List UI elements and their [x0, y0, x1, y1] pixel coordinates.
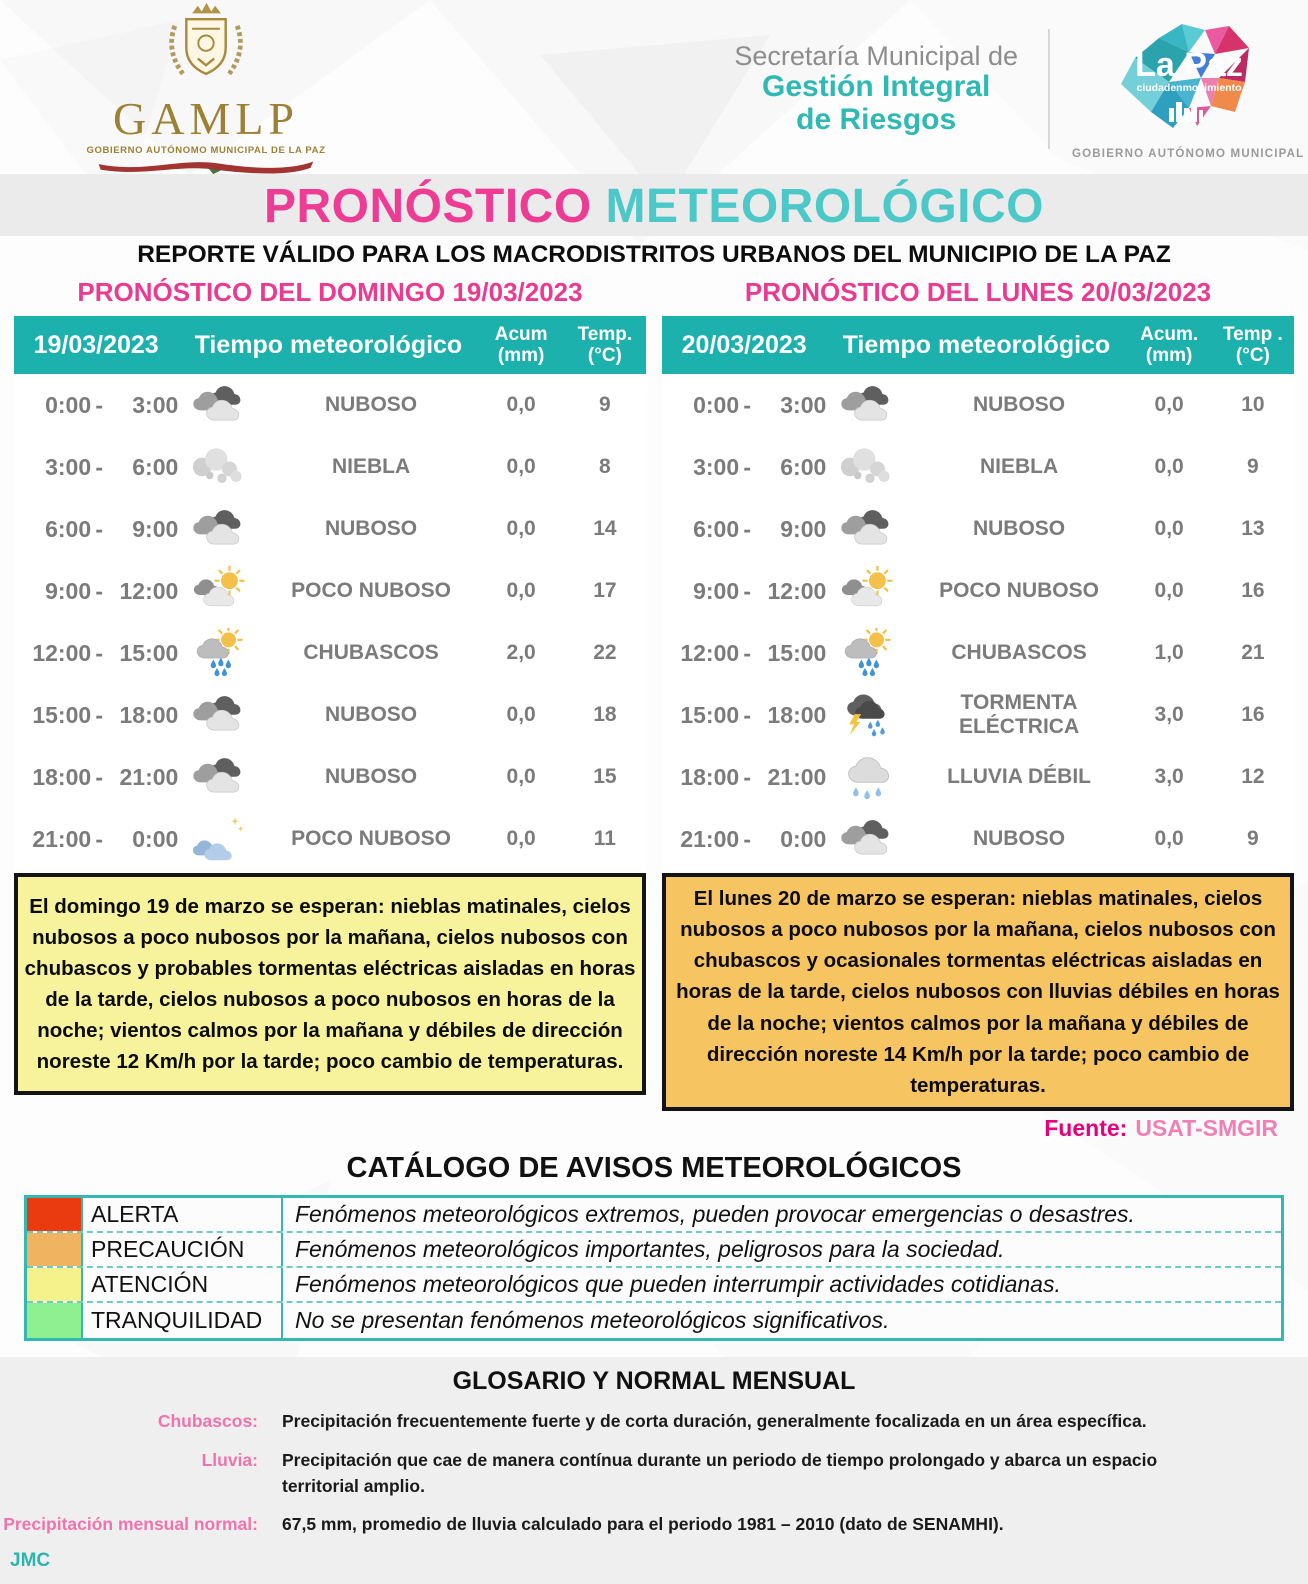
weather-icon-cell	[178, 380, 263, 430]
time-end: 0:00	[780, 825, 827, 852]
time-range	[14, 516, 178, 543]
column-header-acum: Acum (mm)	[494, 323, 548, 366]
time-end: 15:00	[119, 639, 179, 666]
time-separator: -	[743, 577, 751, 604]
column-header-temp: Temp. (°C)	[577, 323, 633, 366]
time-start: 6:00	[45, 515, 92, 542]
time-end: 9:00	[132, 515, 179, 542]
tormenta-icon	[839, 690, 899, 740]
time-separator: -	[743, 515, 751, 542]
time-start: 18:00	[32, 763, 92, 790]
lapaz-logo	[1072, 19, 1305, 160]
forecast-row	[662, 684, 1294, 746]
accumulated-mm: 0,0	[1154, 827, 1184, 850]
time-start: 3:00	[45, 453, 92, 480]
weather-condition: POCO NUBOSO	[291, 826, 451, 850]
glossary-definition: 67,5 mm, promedio de lluvia calculado para el periodo 1981 – 2010 (dato de SENAMHI).	[282, 1513, 1004, 1534]
weather-condition: NUBOSO	[324, 516, 418, 540]
secretaria-title	[734, 42, 1048, 136]
gamlp-emblem-icon	[154, 0, 258, 95]
temperature-c: 14	[593, 517, 617, 540]
time-end: 12:00	[767, 577, 827, 604]
secretaria-line3: de Riesgos	[796, 102, 957, 136]
weather-icon-cell	[826, 380, 911, 430]
time-range	[662, 578, 826, 605]
nuboso-icon	[191, 690, 251, 740]
temperature-c: 10	[1241, 393, 1265, 416]
column-header-date: 20/03/2023	[681, 330, 807, 359]
time-start: 18:00	[680, 763, 740, 790]
glossary-row	[0, 1408, 1308, 1435]
temperature-c: 16	[1241, 579, 1265, 602]
forecast-row	[662, 374, 1294, 436]
time-separator: -	[743, 825, 751, 852]
accumulated-mm: 0,0	[506, 703, 536, 726]
time-separator: -	[743, 453, 751, 480]
chubascos-icon	[191, 628, 251, 678]
time-separator: -	[95, 825, 103, 852]
source-label: Fuente:	[1044, 1115, 1128, 1142]
source-value: USAT-SMGIR	[1135, 1115, 1278, 1142]
forecast-monday	[662, 275, 1294, 1142]
weather-icon-cell	[178, 628, 263, 678]
forecast-table-header	[14, 316, 646, 374]
catalog-row	[27, 1303, 1281, 1338]
time-range	[14, 764, 178, 791]
time-end: 21:00	[119, 763, 179, 790]
alert-level-label: ALERTA	[83, 1198, 283, 1231]
time-start: 6:00	[693, 515, 740, 542]
time-range	[662, 702, 826, 729]
time-range	[662, 516, 826, 543]
weather-icon-cell	[826, 814, 911, 864]
column-header-weather: Tiempo meteorológico	[194, 330, 463, 359]
time-start: 21:00	[680, 825, 740, 852]
temperature-c: 15	[593, 765, 617, 788]
nuboso-icon	[839, 814, 899, 864]
lapaz-logo-icon	[1077, 19, 1267, 141]
forecast-row	[662, 746, 1294, 808]
temperature-c: 22	[593, 641, 617, 664]
temperature-c: 9	[1247, 827, 1259, 850]
time-start: 0:00	[693, 391, 740, 418]
nuboso-icon	[191, 752, 251, 802]
accumulated-mm: 0,0	[506, 579, 536, 602]
forecast-row	[14, 436, 646, 498]
time-end: 18:00	[767, 701, 827, 728]
temperature-c: 8	[599, 455, 611, 478]
time-range	[14, 702, 178, 729]
weather-condition: POCO NUBOSO	[291, 578, 451, 602]
temperature-c: 11	[593, 827, 616, 850]
glossary-section	[0, 1357, 1308, 1584]
time-separator: -	[95, 763, 103, 790]
alert-level-label: PRECAUCIÓN	[83, 1233, 283, 1266]
gamlp-ribbon-icon	[88, 156, 324, 176]
time-range	[14, 826, 178, 853]
catalog-table	[24, 1195, 1284, 1341]
forecast-row	[14, 374, 646, 436]
nuboso-icon	[191, 504, 251, 554]
weather-condition: NUBOSO	[324, 392, 418, 416]
weather-condition: NUBOSO	[324, 702, 418, 726]
weather-condition: LLUVIA DÉBIL	[947, 764, 1091, 788]
forecast-row	[14, 560, 646, 622]
section-title-sunday: PRONÓSTICO DEL DOMINGO 19/03/2023	[77, 277, 583, 307]
weather-icon-cell	[178, 752, 263, 802]
accumulated-mm: 0,0	[506, 765, 536, 788]
forecast-table-sunday	[14, 316, 646, 870]
time-end: 18:00	[119, 701, 179, 728]
time-range	[662, 826, 826, 853]
time-end: 9:00	[780, 515, 827, 542]
time-end: 12:00	[119, 577, 179, 604]
time-start: 15:00	[32, 701, 92, 728]
alert-description: Fenómenos meteorológicos que pueden interrumpir actividades cotidianas.	[295, 1271, 1061, 1298]
time-start: 12:00	[32, 639, 92, 666]
temperature-c: 12	[1241, 765, 1265, 788]
time-range	[14, 392, 178, 419]
time-range	[662, 392, 826, 419]
time-start: 12:00	[680, 639, 740, 666]
forecast-row	[14, 808, 646, 870]
weather-condition: NUBOSO	[972, 516, 1066, 540]
alert-level-label: ATENCIÓN	[83, 1268, 283, 1301]
header	[0, 0, 1308, 174]
alert-description: No se presentan fenómenos meteorológicos significativos.	[295, 1307, 890, 1334]
forecast-row	[14, 622, 646, 684]
time-end: 0:00	[132, 825, 179, 852]
forecast-sunday	[14, 275, 646, 1142]
chubascos-icon	[839, 628, 899, 678]
alert-color-swatch	[27, 1303, 83, 1338]
forecast-columns	[0, 275, 1308, 1142]
forecast-row	[14, 498, 646, 560]
time-range	[662, 640, 826, 667]
poco-nuboso-noche-icon	[191, 814, 251, 864]
time-range	[14, 578, 178, 605]
weather-icon-cell	[178, 442, 263, 492]
time-range	[14, 454, 178, 481]
accumulated-mm: 0,0	[506, 517, 536, 540]
forecast-table-body	[662, 374, 1294, 870]
accumulated-mm: 0,0	[1154, 517, 1184, 540]
time-end: 3:00	[132, 391, 179, 418]
accumulated-mm: 0,0	[506, 393, 536, 416]
accumulated-mm: 3,0	[1154, 765, 1184, 788]
temperature-c: 16	[1241, 703, 1265, 726]
catalog-row	[27, 1198, 1281, 1233]
forecast-row	[662, 560, 1294, 622]
page-title: PRONÓSTICO METEOROLÓGICO	[263, 180, 1045, 233]
weather-icon-cell	[178, 566, 263, 616]
weather-icon-cell	[826, 566, 911, 616]
summary-text: El domingo 19 de marzo se esperan: nieblas matinales, cielos nubosos a poco nubosos por la mañana, cielos nubosos con chubascos y probables tormentas eléctricas aisladas en horas de la tarde, cielos nubosos a poco nubosos en horas de la noche; vientos calmos por la mañana y débiles de dirección noreste 12 Km/h por la tarde; poco cambio de temperaturas.	[24, 894, 636, 1074]
weather-icon-cell	[826, 504, 911, 554]
column-header-weather: Tiempo meteorológico	[842, 330, 1111, 359]
temperature-c: 9	[1247, 455, 1259, 478]
accumulated-mm: 0,0	[1154, 393, 1184, 416]
time-end: 3:00	[780, 391, 827, 418]
gamlp-logo	[56, 0, 356, 181]
temperature-c: 18	[593, 703, 617, 726]
time-separator: -	[743, 701, 751, 728]
glossary-definition: Precipitación que cae de manera contínua durante un periodo de tiempo prolongado y abarca un espacio territorial amplio.	[282, 1450, 1158, 1496]
author-initials: JMC	[10, 1550, 51, 1572]
time-separator: -	[95, 453, 103, 480]
glossary-definition: Precipitación frecuentemente fuerte y de corta duración, generalmente focalizada en un área específica.	[282, 1411, 1147, 1432]
source-line	[662, 1111, 1294, 1142]
temperature-c: 9	[599, 393, 611, 416]
weather-icon-cell	[826, 752, 911, 802]
weather-condition: CHUBASCOS	[951, 640, 1087, 664]
weather-condition: POCO NUBOSO	[939, 578, 1099, 602]
accumulated-mm: 0,0	[506, 455, 536, 478]
header-divider	[1048, 29, 1050, 149]
column-header-temp: Temp . (°C)	[1222, 323, 1283, 366]
weather-condition: CHUBASCOS	[303, 640, 439, 664]
weather-condition: NIEBLA	[331, 454, 411, 478]
accumulated-mm: 0,0	[1154, 579, 1184, 602]
time-range	[662, 764, 826, 791]
alert-description: Fenómenos meteorológicos importantes, peligrosos para la sociedad.	[295, 1236, 1005, 1263]
time-start: 9:00	[45, 577, 92, 604]
time-separator: -	[95, 701, 103, 728]
lapaz-logo-title: La Paz	[1135, 45, 1243, 84]
time-separator: -	[95, 515, 103, 542]
nuboso-icon	[839, 504, 899, 554]
column-header-acum: Acum. (mm)	[1140, 323, 1199, 366]
weather-condition: NIEBLA	[979, 454, 1059, 478]
weather-condition: TORMENTA ELÉCTRICA	[958, 690, 1080, 738]
time-start: 0:00	[45, 391, 92, 418]
time-start: 9:00	[693, 577, 740, 604]
time-range	[14, 640, 178, 667]
accumulated-mm: 0,0	[506, 827, 536, 850]
weather-icon-cell	[178, 814, 263, 864]
time-separator: -	[743, 763, 751, 790]
alert-level-label: TRANQUILIDAD	[83, 1303, 283, 1338]
weather-icon-cell	[826, 628, 911, 678]
title-band	[0, 174, 1308, 236]
secretaria-line2: Gestión Integral	[761, 70, 991, 104]
glossary-term: Lluvia:	[201, 1450, 258, 1471]
glossary-term: Precipitación mensual normal:	[3, 1513, 258, 1534]
time-separator: -	[95, 639, 103, 666]
glossary-row	[0, 1511, 1308, 1538]
catalog-row	[27, 1268, 1281, 1303]
forecast-row	[14, 746, 646, 808]
weather-condition: NUBOSO	[972, 392, 1066, 416]
time-start: 3:00	[693, 453, 740, 480]
page-subtitle: REPORTE VÁLIDO PARA LOS MACRODISTRITOS URBANOS DEL MUNICIPIO DE LA PAZ	[137, 241, 1171, 268]
catalog-row	[27, 1233, 1281, 1268]
lluvia-debil-icon	[839, 752, 899, 802]
alert-color-swatch	[27, 1198, 83, 1231]
lapaz-logo-subtitle: ciudadenmovimiento	[1136, 81, 1242, 94]
glossary-row	[0, 1447, 1308, 1499]
accumulated-mm: 1,0	[1154, 641, 1184, 664]
forecast-row	[662, 622, 1294, 684]
time-separator: -	[95, 391, 103, 418]
time-separator: -	[743, 391, 751, 418]
summary-box-monday	[662, 873, 1294, 1111]
summary-text: El lunes 20 de marzo se esperan: nieblas matinales, cielos nubosos a poco nubosos por la mañana, cielos nubosos con chubascos y ocasionales tormentas eléctricas aisladas en horas de la tarde, cielos nubosos con lluvias débiles en horas de la noche; vientos calmos por la mañana y débiles de dirección noreste 14 Km/h por la tarde; poco cambio de temperaturas.	[676, 887, 1280, 1097]
alert-description: Fenómenos meteorológicos extremos, pueden provocar emergencias o desastres.	[295, 1201, 1135, 1228]
time-end: 6:00	[132, 453, 179, 480]
niebla-icon	[191, 442, 251, 492]
glossary-term: Chubascos:	[157, 1411, 258, 1432]
accumulated-mm: 2,0	[506, 641, 536, 664]
forecast-table-body	[14, 374, 646, 870]
forecast-table-monday	[662, 316, 1294, 870]
glossary-entries	[0, 1408, 1308, 1538]
alert-color-swatch	[27, 1268, 83, 1301]
weather-icon-cell	[178, 504, 263, 554]
nuboso-icon	[191, 380, 251, 430]
catalog-title: CATÁLOGO DE AVISOS METEOROLÓGICOS	[346, 1152, 962, 1185]
gamlp-acronym: GAMLP	[112, 93, 300, 144]
time-start: 15:00	[680, 701, 740, 728]
forecast-row	[662, 808, 1294, 870]
time-separator: -	[95, 577, 103, 604]
time-end: 15:00	[767, 639, 827, 666]
temperature-c: 21	[1241, 641, 1265, 664]
time-end: 21:00	[767, 763, 827, 790]
nuboso-icon	[839, 380, 899, 430]
niebla-icon	[839, 442, 899, 492]
secretaria-line1: Secretaría Municipal de	[734, 41, 1018, 72]
poco-nuboso-icon	[839, 566, 899, 616]
temperature-c: 13	[1241, 517, 1265, 540]
section-title-monday: PRONÓSTICO DEL LUNES 20/03/2023	[744, 277, 1212, 307]
poco-nuboso-icon	[191, 566, 251, 616]
time-separator: -	[743, 639, 751, 666]
forecast-row	[662, 436, 1294, 498]
forecast-table-header	[662, 316, 1294, 374]
lapaz-caption: GOBIERNO AUTÓNOMO MUNICIPAL	[1072, 147, 1305, 160]
temperature-c: 17	[593, 579, 617, 602]
weather-icon-cell	[826, 442, 911, 492]
forecast-row	[662, 498, 1294, 560]
weather-icon-cell	[826, 690, 911, 740]
summary-box-sunday	[14, 873, 646, 1095]
weather-icon-cell	[178, 690, 263, 740]
time-start: 21:00	[32, 825, 92, 852]
column-header-date: 19/03/2023	[33, 330, 159, 359]
forecast-row	[14, 684, 646, 746]
glossary-title: GLOSARIO Y NORMAL MENSUAL	[452, 1367, 856, 1396]
accumulated-mm: 0,0	[1154, 455, 1184, 478]
alert-color-swatch	[27, 1233, 83, 1266]
accumulated-mm: 3,0	[1154, 703, 1184, 726]
time-end: 6:00	[780, 453, 827, 480]
weather-condition: NUBOSO	[972, 826, 1066, 850]
gamlp-caption: GOBIERNO AUTÓNOMO MUNICIPAL DE LA PAZ	[86, 145, 326, 156]
weather-condition: NUBOSO	[324, 764, 418, 788]
time-range	[662, 454, 826, 481]
